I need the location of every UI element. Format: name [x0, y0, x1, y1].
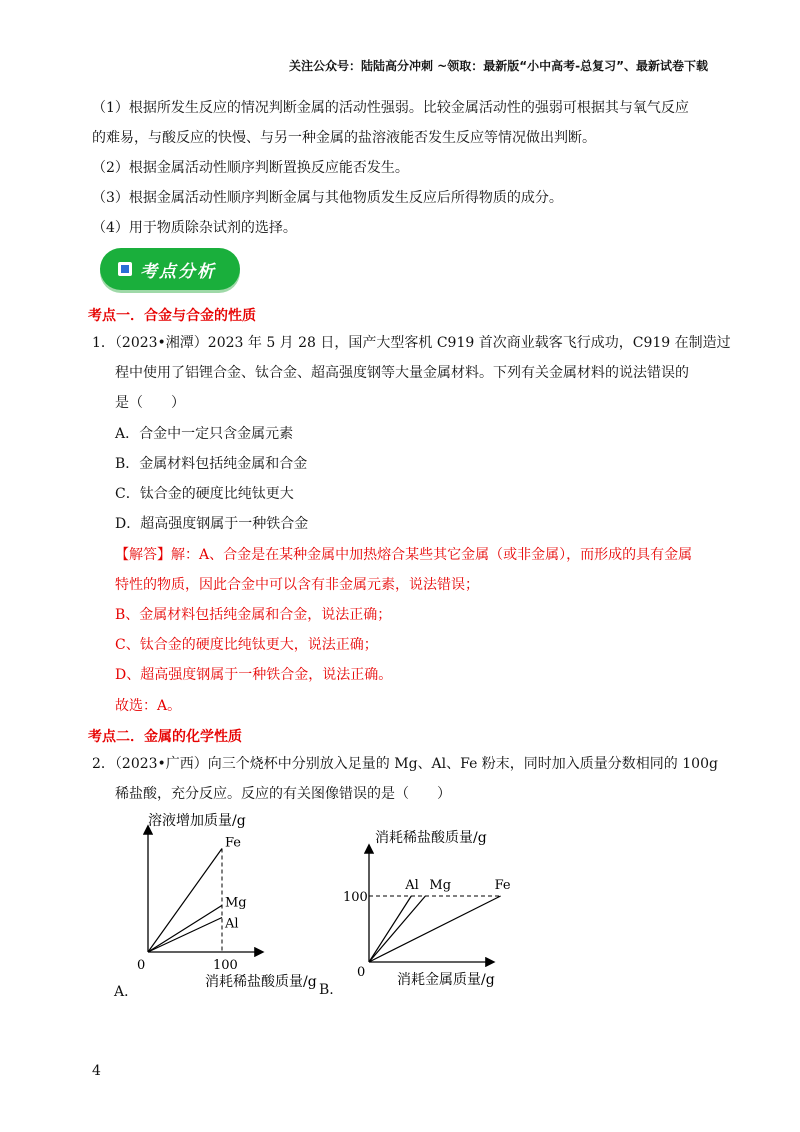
chart-a-series-label-mg: Mg [225, 895, 247, 911]
question-2-line-1: 2．（2023•广西）向三个烧杯中分别放入足量的 Mg、Al、Fe 粉末，同时加入质量分数相同的 100g [92, 756, 718, 772]
chart-a-series-fe [148, 849, 222, 953]
question-1-line-1: 1．（2023•湘潭）2023 年 5 月 28 日，国产大型客机 C919 首次商业载客飞行成功，C919 在制造过 [92, 335, 731, 351]
chart-b-y-tick: 100 [343, 890, 368, 905]
question-1-option-c: C．钛合金的硬度比纯钛更大 [115, 486, 294, 502]
section-title-2: 考点二．金属的化学性质 [88, 729, 242, 745]
intro-paragraph-2: （2）根据金属活动性顺序判断置换反应能否发生。 [92, 160, 409, 176]
chart-b-series-al [369, 896, 411, 962]
chart-a-series-al [148, 918, 222, 953]
question-1-option-b: B．金属材料包括纯金属和合金 [115, 456, 308, 472]
answer-1-line-5: D、超高强度钢属于一种铁合金，说法正确。 [115, 667, 393, 683]
chart-b-xlabel: 消耗金属质量/g [397, 972, 495, 988]
intro-paragraph-1b: 的难易，与酸反应的快慢、与另一种金属的盐溶液能否发生反应等情况做出判断。 [92, 130, 596, 146]
chart-b [335, 824, 565, 1014]
section-title-1: 考点一．合金与合金的性质 [88, 308, 256, 324]
chart-a-xlabel: 消耗稀盐酸质量/g [205, 974, 317, 990]
chart-b-series-mg [369, 896, 425, 962]
answer-1-line-3: B、金属材料包括纯金属和合金，说法正确； [115, 607, 392, 623]
badge-label: 考点分析 [140, 261, 216, 282]
chart-a-series-label-fe: Fe [225, 835, 242, 851]
question-1-option-d: D．超高强度钢属于一种铁合金 [115, 516, 309, 532]
chart-b-series-label-mg: Mg [429, 878, 452, 893]
chart-b-option-label: B. [319, 982, 334, 998]
question-1-line-2: 程中使用了铝锂合金、钛合金、超高强度钢等大量金属材料。下列有关金属材料的说法错误的 [115, 365, 689, 381]
chart-b-series-fe [369, 896, 501, 962]
chart-a-origin-label: 0 [137, 958, 146, 973]
chart-a-series-mg [148, 905, 222, 952]
header-note: 关注公众号：陆陆高分冲刺 ~领取：最新版“小中高考-总复习”、最新试卷下载 [289, 59, 708, 73]
question-1-line-3: 是（ ） [115, 395, 185, 411]
chart-a-x-tick: 100 [213, 958, 238, 973]
chart-b-series-label-al: Al [405, 878, 419, 893]
chart-b-origin-label: 0 [357, 965, 366, 980]
answer-1-line-2: 特性的物质，因此合金中可以含有非金属元素，说法错误； [115, 577, 479, 593]
chart-a [110, 812, 340, 1002]
page-number: 4 [92, 1063, 101, 1079]
intro-paragraph-4: （4）用于物质除杂试剂的选择。 [92, 220, 297, 236]
answer-1-line-1: 【解答】解：A、合金是在某种金属中加热熔合某些其它金属（或非金属），而形成的具有金属 [115, 547, 693, 563]
notebook-icon [118, 262, 132, 276]
intro-paragraph-3: （3）根据金属活动性顺序判断金属与其他物质发生反应后所得物质的成分。 [92, 190, 563, 206]
answer-1-line-6: 故选：A。 [115, 698, 182, 714]
question-2-line-2: 稀盐酸，充分反应。反应的有关图像错误的是（ ） [115, 786, 451, 802]
answer-1-line-4: C、钛合金的硬度比纯钛更大，说法正确； [115, 637, 378, 653]
chart-a-option-label: A． [114, 984, 139, 1000]
intro-paragraph-1a: （1）根据所发生反应的情况判断金属的活动性强弱。比较金属活动性的强弱可根据其与氧气反应 [92, 100, 689, 116]
question-1-option-a: A．合金中一定只含金属元素 [115, 426, 294, 442]
chart-a-series-label-al: Al [225, 916, 239, 932]
section-badge [100, 248, 240, 290]
chart-b-series-label-fe: Fe [494, 878, 511, 893]
chart-b-ylabel: 消耗稀盐酸质量/g [375, 830, 487, 846]
chart-a-ylabel: 溶液增加质量/g [148, 813, 246, 829]
